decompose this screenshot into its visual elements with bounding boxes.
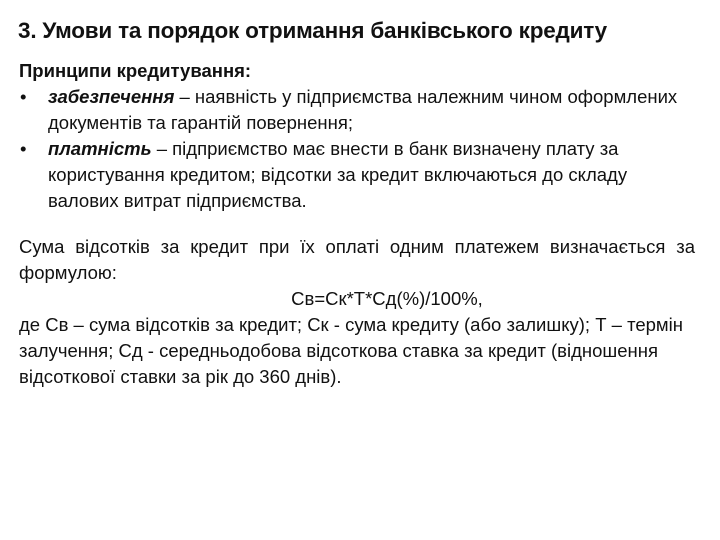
principles-heading: Принципи кредитування: <box>19 60 252 81</box>
principle-item-security <box>19 84 695 136</box>
bullet-icon: • <box>20 138 27 159</box>
principle-item-payment <box>19 136 695 214</box>
formula-definitions: де Св – сума відсотків за кредит; Ск - сума кредиту (або залишку); Т – термін залучення; Сд - середньодобова відсоткова ставка за кредит (відношення відсоткової ставки за рік до 360 днів). <box>19 314 683 387</box>
paragraph-spacer <box>19 214 695 234</box>
principle-description: – підприємство має внести в банк визначену плату за користування кредитом; відсотки за кредит включаються до складу валових витрат підприємства. <box>48 138 628 211</box>
bullet-icon: • <box>20 86 27 107</box>
slide-body <box>19 58 695 390</box>
principles-list <box>19 84 695 214</box>
interest-intro-paragraph: Сума відсотків за кредит при їх оплаті одним платежем визначається за формулою: <box>19 236 695 283</box>
interest-formula: Св=Ск*Т*Сд(%)/100%, <box>291 288 483 309</box>
principle-term: платність <box>48 138 152 159</box>
slide-title: 3. Умови та порядок отримання банківського кредиту <box>18 18 607 43</box>
principle-term: забезпечення <box>48 86 175 107</box>
principle-description: – наявність у підприємства належним чином оформлених документів та гарантій повернення; <box>48 86 678 133</box>
